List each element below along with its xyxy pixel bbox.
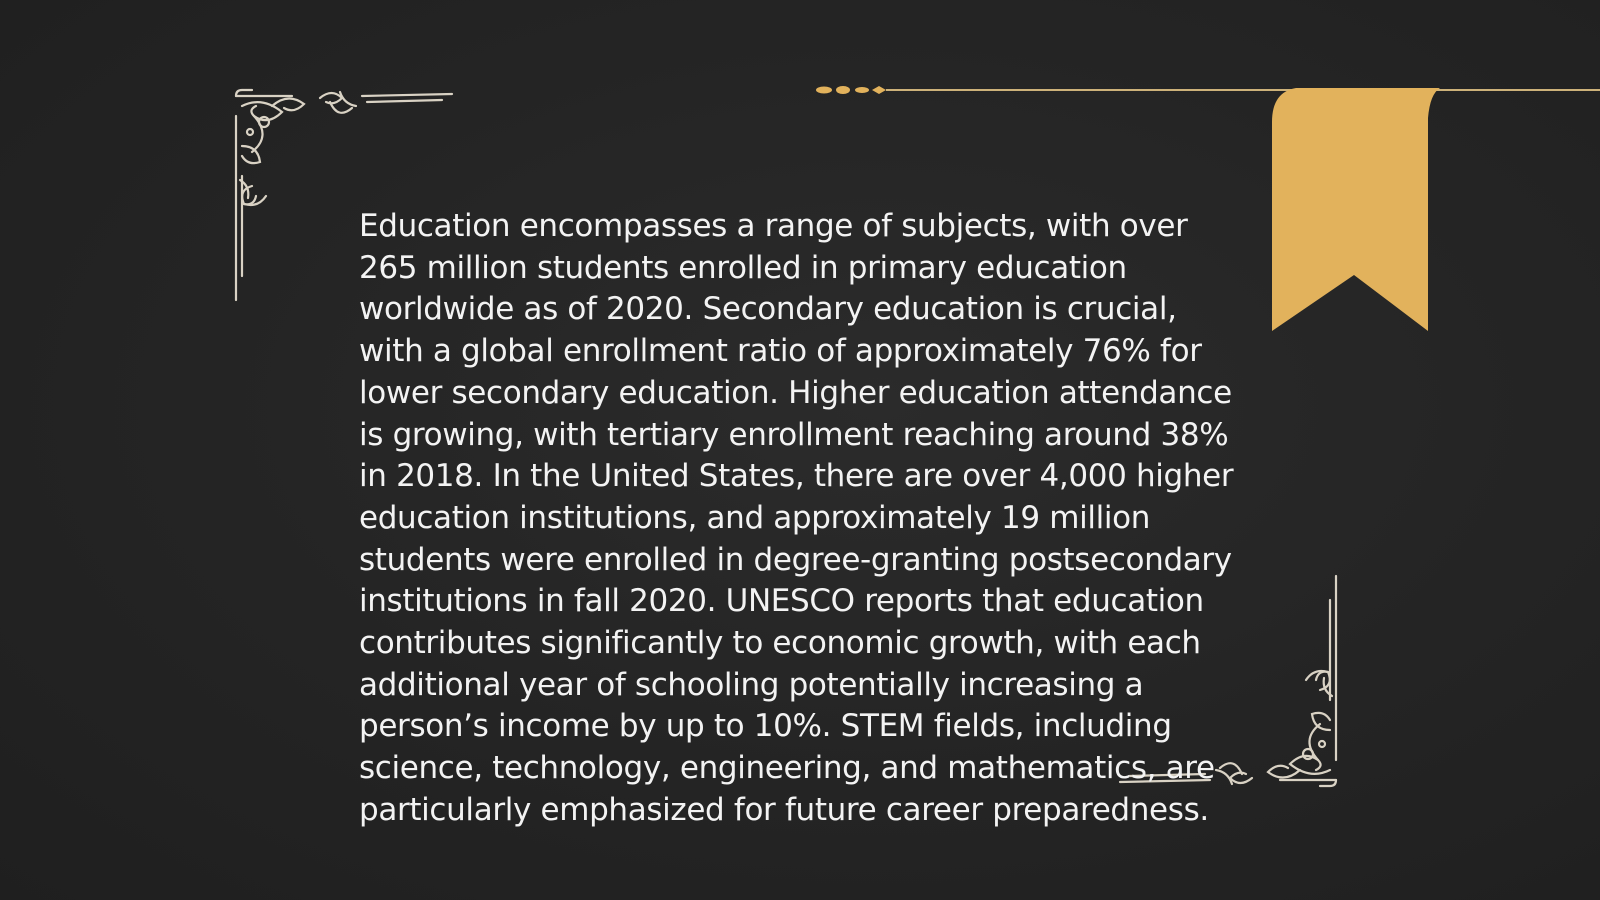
decorative-rule-icon [816, 80, 1600, 100]
bookmark-ribbon-icon [1270, 88, 1440, 333]
body-paragraph: Education encompasses a range of subjects, with over 265 million students enrolled in primary education worldwide as of 2020. Secondary education is crucial, with a global enrollment ratio of approximately 76% for lower secondary education. Higher education attendance is growing, with tertiary enrollment reaching around 38% in 2018. In the United States, there are over 4,000 higher education institutions, and approximately 19 million students were enrolled in degree-granting postsecondary institutions in fall 2020. UNESCO reports that education contributes significantly to economic growth, with each additional year of schooling potentially increasing a person’s income by up to 10%. STEM fields, including science, technology, engineering, and mathematics, are particularly emphasized for future career preparedness. [359, 208, 1234, 828]
